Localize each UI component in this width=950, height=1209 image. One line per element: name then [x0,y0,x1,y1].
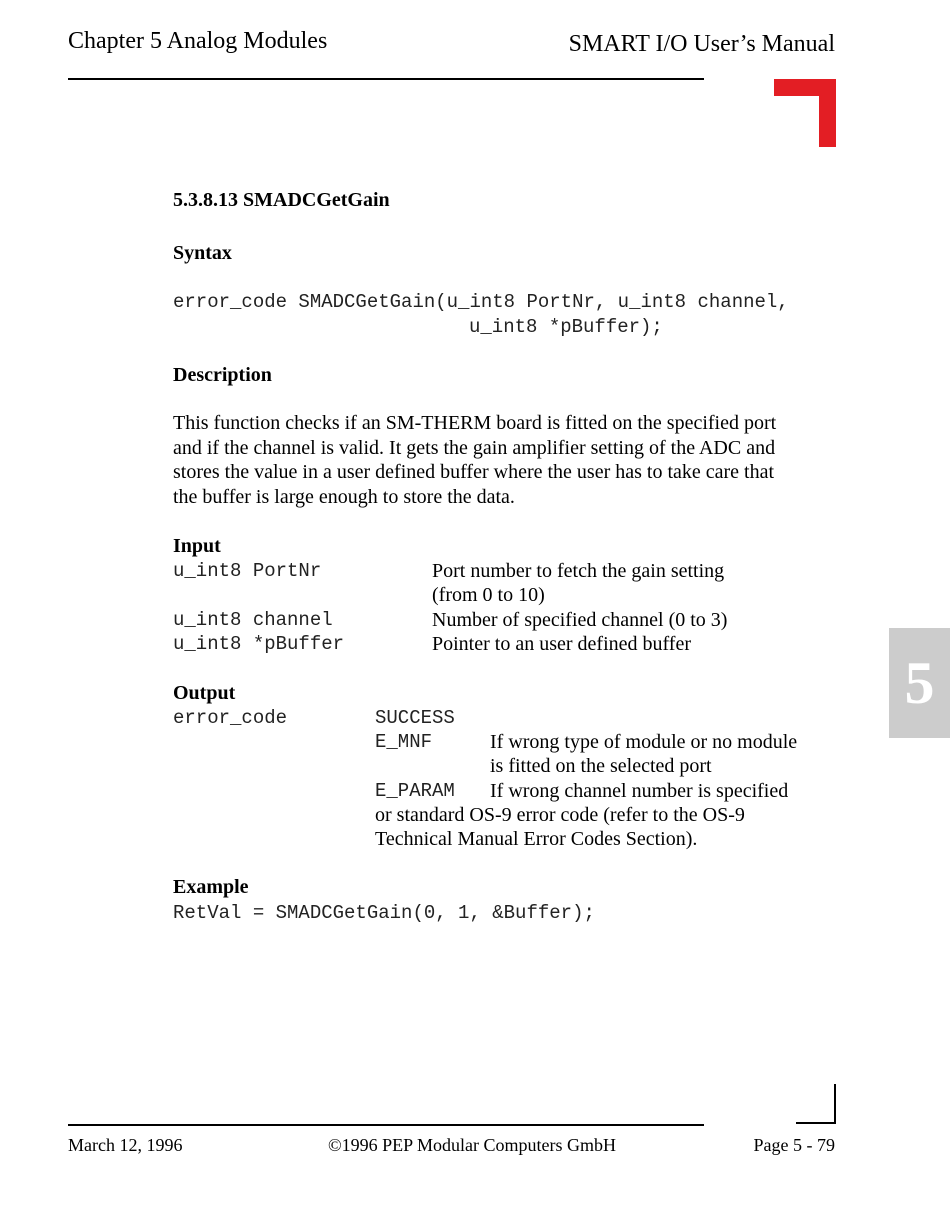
input-param-desc: Port number to fetch the gain setting [432,560,725,582]
syntax-line-2: u_int8 *pBuffer); [469,316,663,338]
output-error-code: E_PARAM [375,780,455,802]
output-error-desc-cont: is fitted on the selected port [490,755,712,777]
footer-page-number: Page 5 - 79 [753,1135,835,1155]
chapter-title: Chapter 5 Analog Modules [68,28,328,54]
description-line: the buffer is large enough to store the data. [173,485,515,508]
header-rule [68,78,704,80]
input-param-desc: Pointer to an user defined buffer [432,633,691,655]
footer-rule [68,1124,704,1126]
output-error-desc: If wrong type of module or no module [490,731,798,753]
footer-copyright: ©1996 PEP Modular Computers GmbH [328,1135,617,1155]
example-code: RetVal = SMADCGetGain(0, 1, &Buffer); [173,902,595,924]
description-line: stores the value in a user defined buffer where the user has to take care that [173,461,775,483]
input-param-desc: Number of specified channel (0 to 3) [432,609,728,631]
chapter-side-tab [889,628,950,738]
chapter-tab-number: 5 [904,650,935,716]
corner-accent [774,79,836,147]
output-heading: Output [173,682,236,704]
output-note-line: or standard OS-9 error code (refer to the OS-9 [375,804,745,826]
output-name: error_code [173,707,288,729]
syntax-heading: Syntax [173,242,232,264]
input-param-name: u_int8 channel [173,609,333,631]
description-body [173,411,833,509]
example-heading: Example [173,876,249,898]
input-param-name: u_int8 *pBuffer [173,633,345,655]
output-success-code: SUCCESS [375,707,455,729]
input-param-desc-cont: (from 0 to 10) [432,584,545,606]
description-line: and if the channel is valid. It gets the gain amplifier setting of the ADC and [173,436,776,459]
manual-title: SMART I/O User’s Manual [568,31,835,57]
description-heading: Description [173,364,272,386]
output-error-desc: If wrong channel number is specified [490,780,789,802]
input-param-name: u_int8 PortNr [173,560,322,582]
description-line: This function checks if an SM-THERM board is fitted on the specified port [173,412,777,434]
section-title: 5.3.8.13 SMADCGetGain [173,189,390,211]
footer-corner-mark [796,1084,836,1124]
output-error-code: E_MNF [375,731,433,753]
input-heading: Input [173,535,221,557]
output-note-line: Technical Manual Error Codes Section). [375,828,698,850]
syntax-line-1: error_code SMADCGetGain(u_int8 PortNr, u_int8 channel, [173,291,789,313]
footer-date: March 12, 1996 [68,1135,183,1155]
